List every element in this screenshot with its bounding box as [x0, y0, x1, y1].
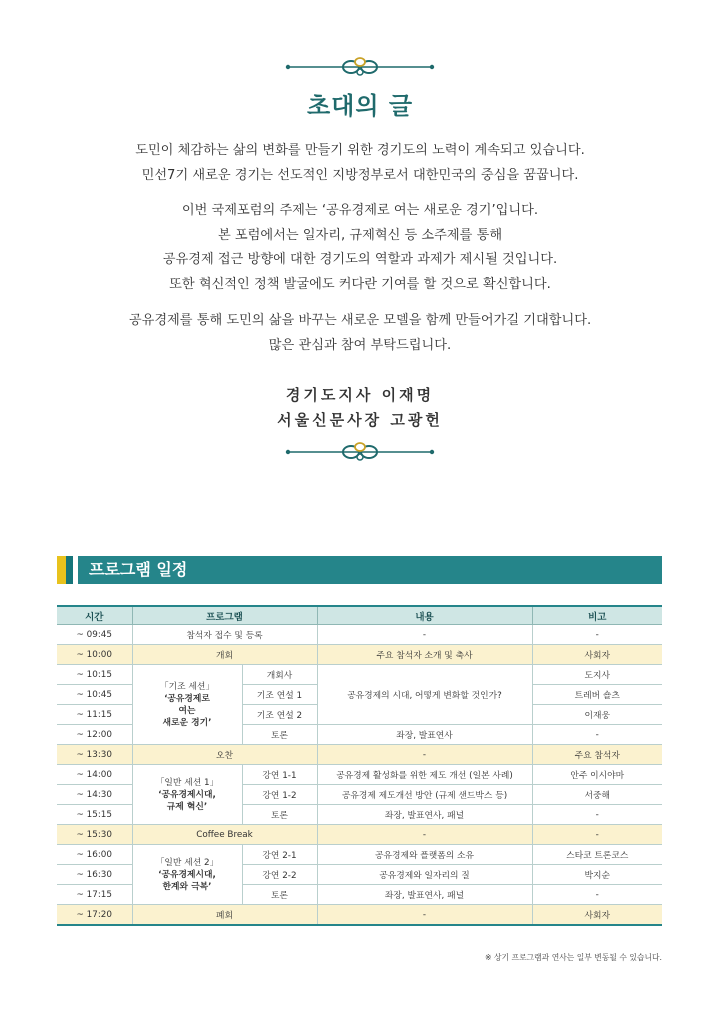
- sub-program-cell: 강연 2-1: [242, 845, 317, 865]
- time-cell: ~ 10:00: [57, 645, 132, 665]
- intro-paragraph-1: [0, 139, 720, 188]
- program-cell: Coffee Break: [132, 825, 317, 845]
- intro-line: 또한 혁신적인 정책 발굴에도 커다란 기여를 할 것으로 확신합니다.: [169, 276, 551, 292]
- session-title-line: ‘공유경제로: [164, 693, 210, 704]
- intro-line: 본 포럼에서는 일자리, 규제혁신 등 소주제를 통해: [217, 227, 503, 243]
- time-cell: ~ 11:15: [57, 705, 132, 725]
- time-cell: ~ 09:45: [57, 625, 132, 645]
- sub-program-cell: 기조 연설 1: [242, 685, 317, 705]
- note-cell: -: [532, 725, 662, 745]
- note-cell: 트레버 숄츠: [532, 685, 662, 705]
- time-cell: ~ 10:45: [57, 685, 132, 705]
- sub-program-cell: 토론: [242, 805, 317, 825]
- table-row: [57, 765, 662, 785]
- content-cell: 좌장, 발표연사, 패널: [317, 805, 532, 825]
- intro-paragraph-2: [0, 199, 720, 297]
- time-cell: ~ 17:15: [57, 885, 132, 905]
- intro-line: 많은 관심과 참여 부탁드립니다.: [268, 337, 452, 353]
- time-cell: ~ 16:30: [57, 865, 132, 885]
- program-cell: 오찬: [132, 745, 317, 765]
- session-cell-general-2: [132, 845, 242, 905]
- sub-program-cell: 기조 연설 2: [242, 705, 317, 725]
- content-cell: 주요 참석자 소개 및 축사: [317, 645, 532, 665]
- table-row: [57, 845, 662, 865]
- sub-program-cell: 개회사: [242, 665, 317, 685]
- note-cell: 박지순: [532, 865, 662, 885]
- session-label: 「일반 세션 2」: [155, 857, 219, 868]
- session-title-line: 여는: [178, 705, 196, 716]
- ornament-icon: [280, 441, 440, 463]
- time-cell: ~ 17:20: [57, 905, 132, 926]
- intro-line: 공유경제 접근 방향에 대한 경기도의 역할과 과제가 제시될 것입니다.: [162, 252, 558, 268]
- time-cell: ~ 15:15: [57, 805, 132, 825]
- sub-program-cell: 토론: [242, 885, 317, 905]
- content-cell: 공유경제와 일자리의 질: [317, 865, 532, 885]
- table-row: [57, 825, 662, 845]
- note-cell: 사회자: [532, 905, 662, 926]
- session-title-line: 한계와 극복’: [162, 881, 212, 892]
- footnote: ※ 상기 프로그램과 연사는 일부 변동될 수 있습니다.: [485, 953, 662, 962]
- time-cell: ~ 14:00: [57, 765, 132, 785]
- table-header-row: [57, 606, 662, 625]
- note-cell: 안주 이시야마: [532, 765, 662, 785]
- signer-governor: 경기도지사 이재명: [285, 386, 435, 404]
- session-title-line: 규제 혁신’: [166, 801, 208, 812]
- sub-program-cell: 강연 1-2: [242, 785, 317, 805]
- program-heading: 프로그램 일정: [89, 560, 188, 579]
- session-label: 「기조 세션」: [159, 681, 215, 692]
- note-cell: -: [532, 885, 662, 905]
- note-cell: -: [532, 825, 662, 845]
- content-cell: -: [317, 745, 532, 765]
- content-cell: -: [317, 825, 532, 845]
- sub-program-cell: 강연 2-2: [242, 865, 317, 885]
- session-label: 「일반 세션 1」: [155, 777, 219, 788]
- note-cell: -: [532, 805, 662, 825]
- session-cell-keynote: [132, 665, 242, 745]
- content-cell: -: [317, 625, 532, 645]
- ornament-icon: [280, 56, 440, 78]
- note-cell: 사회자: [532, 645, 662, 665]
- note-cell: 도지사: [532, 665, 662, 685]
- intro-line: 이번 국제포럼의 주제는 ‘공유경제로 여는 새로운 경기’입니다.: [181, 203, 539, 218]
- time-cell: ~ 14:30: [57, 785, 132, 805]
- time-cell: ~ 16:00: [57, 845, 132, 865]
- content-cell: 공유경제 제도개선 방안 (규제 샌드박스 등): [317, 785, 532, 805]
- note-cell: -: [532, 625, 662, 645]
- program-section-header: [57, 556, 662, 584]
- content-cell: 좌장, 발표연사: [317, 725, 532, 745]
- signer-publisher: 서울신문사장 고광헌: [277, 411, 443, 429]
- table-row: [57, 905, 662, 926]
- table-row: [57, 665, 662, 685]
- intro-line: 도민이 체감하는 삶의 변화를 만들기 위한 경기도의 노력이 계속되고 있습니다.: [135, 143, 585, 158]
- time-cell: ~ 10:15: [57, 665, 132, 685]
- session-cell-general-1: [132, 765, 242, 825]
- program-cell: 참석자 접수 및 등록: [132, 625, 317, 645]
- session-title-line: 새로운 경기’: [162, 717, 212, 728]
- intro-line: 공유경제를 통해 도민의 삶을 바꾸는 새로운 모델을 함께 만들어가길 기대합니다.: [128, 313, 592, 328]
- time-cell: ~ 13:30: [57, 745, 132, 765]
- header-note: 비고: [532, 606, 662, 625]
- accent-bar-green: [66, 556, 73, 584]
- content-cell: 공유경제와 플랫폼의 소유: [317, 845, 532, 865]
- intro-line: 민선7기 새로운 경기는 선도적인 지방정부로서 대한민국의 중심을 꿈꿉니다.: [141, 167, 579, 183]
- table-row: [57, 645, 662, 665]
- sub-program-cell: 강연 1-1: [242, 765, 317, 785]
- intro-paragraph-3: [0, 309, 720, 358]
- time-cell: ~ 12:00: [57, 725, 132, 745]
- header-content: 내용: [317, 606, 532, 625]
- table-row: [57, 745, 662, 765]
- header-time: 시간: [57, 606, 132, 625]
- program-cell: 폐회: [132, 905, 317, 926]
- note-cell: 주요 참석자: [532, 745, 662, 765]
- session-title-line: ‘공유경제시대,: [158, 869, 216, 880]
- program-cell: 개회: [132, 645, 317, 665]
- content-cell: 좌장, 발표연사, 패널: [317, 885, 532, 905]
- accent-bar-yellow: [57, 556, 66, 584]
- sub-program-cell: 토론: [242, 725, 317, 745]
- note-cell: 이재웅: [532, 705, 662, 725]
- table-row: [57, 625, 662, 645]
- session-title-line: ‘공유경제시대,: [158, 789, 216, 800]
- program-schedule-table: [57, 605, 662, 926]
- time-cell: ~ 15:30: [57, 825, 132, 845]
- header-program: 프로그램: [132, 606, 317, 625]
- note-cell: 스타코 트론코스: [532, 845, 662, 865]
- content-cell: -: [317, 905, 532, 926]
- content-cell: 공유경제 활성화를 위한 제도 개선 (일본 사례): [317, 765, 532, 785]
- page-title: 초대의 글: [306, 92, 414, 120]
- content-cell: 공유경제의 시대, 어떻게 변화할 것인가?: [317, 665, 532, 725]
- note-cell: 서중해: [532, 785, 662, 805]
- signers: [0, 383, 720, 433]
